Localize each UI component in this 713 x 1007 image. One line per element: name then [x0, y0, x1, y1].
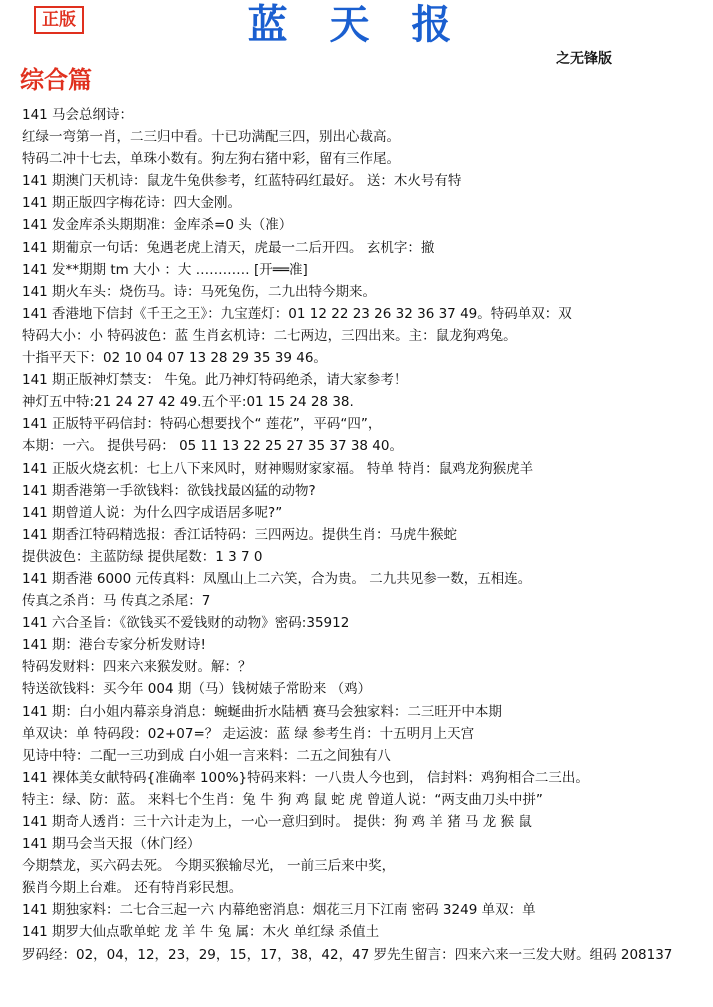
- text-line: 141 期正版神灯禁支： 牛兔。此乃神灯特码绝杀，请大家参考！: [22, 372, 408, 389]
- text-line: 141 期奇人透肖：三十六计走为上，一心一意归到时。 提供：狗 鸡 羊 猪 马 龙 猴 鼠: [22, 814, 532, 830]
- text-line: 提供波色：主蓝防绿 提供尾数：1 3 7 0: [22, 548, 263, 565]
- text-line: 特码大小：小 特码波色：蓝 生肖玄机诗：二七两边，三四出来。主：鼠龙狗鸡兔。: [22, 327, 517, 344]
- text-line: 141 期罗大仙点歌单蛇 龙 羊 牛 兔 属：木火 单红绿 杀值土: [22, 924, 380, 941]
- text-line: 141 期香港 6000 元传真料：凤凰山上二六笑，合为贵。 二九共见参一数，五相连。: [22, 570, 532, 587]
- text-line: 141 正版火烧玄机：七上八下来风时，财神赐财家家福。 特单 特肖：鼠鸡龙狗猴虎羊: [22, 460, 534, 477]
- text-line: 141 期澳门天机诗：鼠龙牛兔供参考，红蓝特码红最好。 送：木火号有特: [22, 173, 462, 190]
- text-line: 见诗中特：二配一三功到成 白小姐一言来料：二五之间独有八: [22, 747, 391, 764]
- text-line: 141 裸体美女献特码{准确率 100%}特码来料：一八贵人今也到， 信封料：鸡狗相合二三出。: [22, 769, 589, 786]
- section-heading: 综合篇: [20, 66, 92, 94]
- text-line: 141 发**期期 tm 大小 ：大 ………… [开══准]: [22, 261, 308, 278]
- text-line: 141 期：港台专家分析发财诗!: [22, 637, 206, 654]
- text-line: 141 期曾道人说：为什么四字成语居多呢?”: [22, 504, 283, 521]
- text-line: 141 六合圣旨：《欲钱买不爱钱财的动物》密码:35912: [22, 615, 350, 632]
- text-line: 今期禁龙，买六码去死。 今期买猴输尽光， 一前三后来中奖，: [22, 858, 396, 875]
- text-line: 141 期马会当天报（休门经）: [22, 836, 201, 853]
- text-line: 猴肖今期上台难。 还有特肖彩民想。: [22, 880, 243, 897]
- text-line: 141 期火车头：烧伤马。诗：马死兔伤，二九出特今期来。: [22, 283, 377, 300]
- article-body: [22, 104, 712, 966]
- text-line: 罗码经：02，04，12，23，29，15，17，38，42，47 罗先生留言：四来六来一三发大财。组码 208137: [22, 946, 673, 963]
- newspaper-title: 蓝 天 报: [247, 2, 466, 48]
- text-line: 传真之杀肖：马 传真之杀尾：7: [22, 593, 211, 610]
- text-line: 141 香港地下信封《千王之王》：九宝莲灯：01 12 22 23 26 32 36 37 49。特码单双：双: [22, 305, 572, 322]
- text-line: 141 期正版四字梅花诗：四大金刚。: [22, 195, 242, 212]
- genuine-edition-badge: 正版: [34, 6, 84, 34]
- text-line: 141 期独家料：二七合三起一六 内幕绝密消息：烟花三月下江南 密码 3249 单双：单: [22, 902, 536, 919]
- text-line: 神灯五中特:21 24 27 42 49.五个平:01 15 24 28 38.: [22, 394, 354, 411]
- text-line: 特送欲钱料：买今年 004 期（马）钱树婊子常盼来 （鸡）: [22, 681, 372, 698]
- text-line: 本期：一六。 提供号码： 05 11 13 22 25 27 35 37 38 40。: [22, 438, 403, 455]
- text-line: 单双诀：单 特码段：02+07=？ 走运波：蓝 绿 参考生肖：十五明月上天宫: [22, 725, 475, 742]
- text-line: 141 正版特平码信封：特码心想要找个“ 莲花”，平码“四”，: [22, 416, 382, 433]
- text-line: 141 期：白小姐内幕亲身消息：蜿蜒曲折水陆栖 赛马会独家料：二三旺开中本期: [22, 703, 502, 720]
- text-line: 141 期葡京一句话：兔遇老虎上清天，虎最一二后开四。 玄机字：撤: [22, 239, 435, 256]
- text-line: 特主：绿、防：蓝。 来料七个生肖：兔 牛 狗 鸡 鼠 蛇 虎 曾道人说：“两支曲刀头中拼”: [22, 791, 543, 808]
- text-line: 141 期香港第一手欲钱料：欲钱找最凶猛的动物?: [22, 482, 316, 499]
- text-line: 141 期香江特码精选报：香江话特码：三四两边。提供生肖：马虎牛猴蛇: [22, 526, 458, 543]
- text-line: 特码二冲十七去，单珠小数有。狗左狗右猪中彩，留有三作尾。: [22, 151, 400, 168]
- text-line: 141 马会总纲诗：: [22, 107, 134, 123]
- edition-label: 之无锋版: [556, 51, 612, 67]
- text-line: 十指平天下：02 10 04 07 13 28 29 35 39 46。: [22, 350, 327, 367]
- text-line: 红绿一弯第一肖，二三归中看。十已功满配三四，别出心裁高。: [22, 129, 400, 146]
- text-line: 141 发金库杀头期期准：金库杀=0 头（准）: [22, 217, 293, 234]
- text-line: 特码发财料：四来六来猴发财。解：？: [22, 659, 252, 676]
